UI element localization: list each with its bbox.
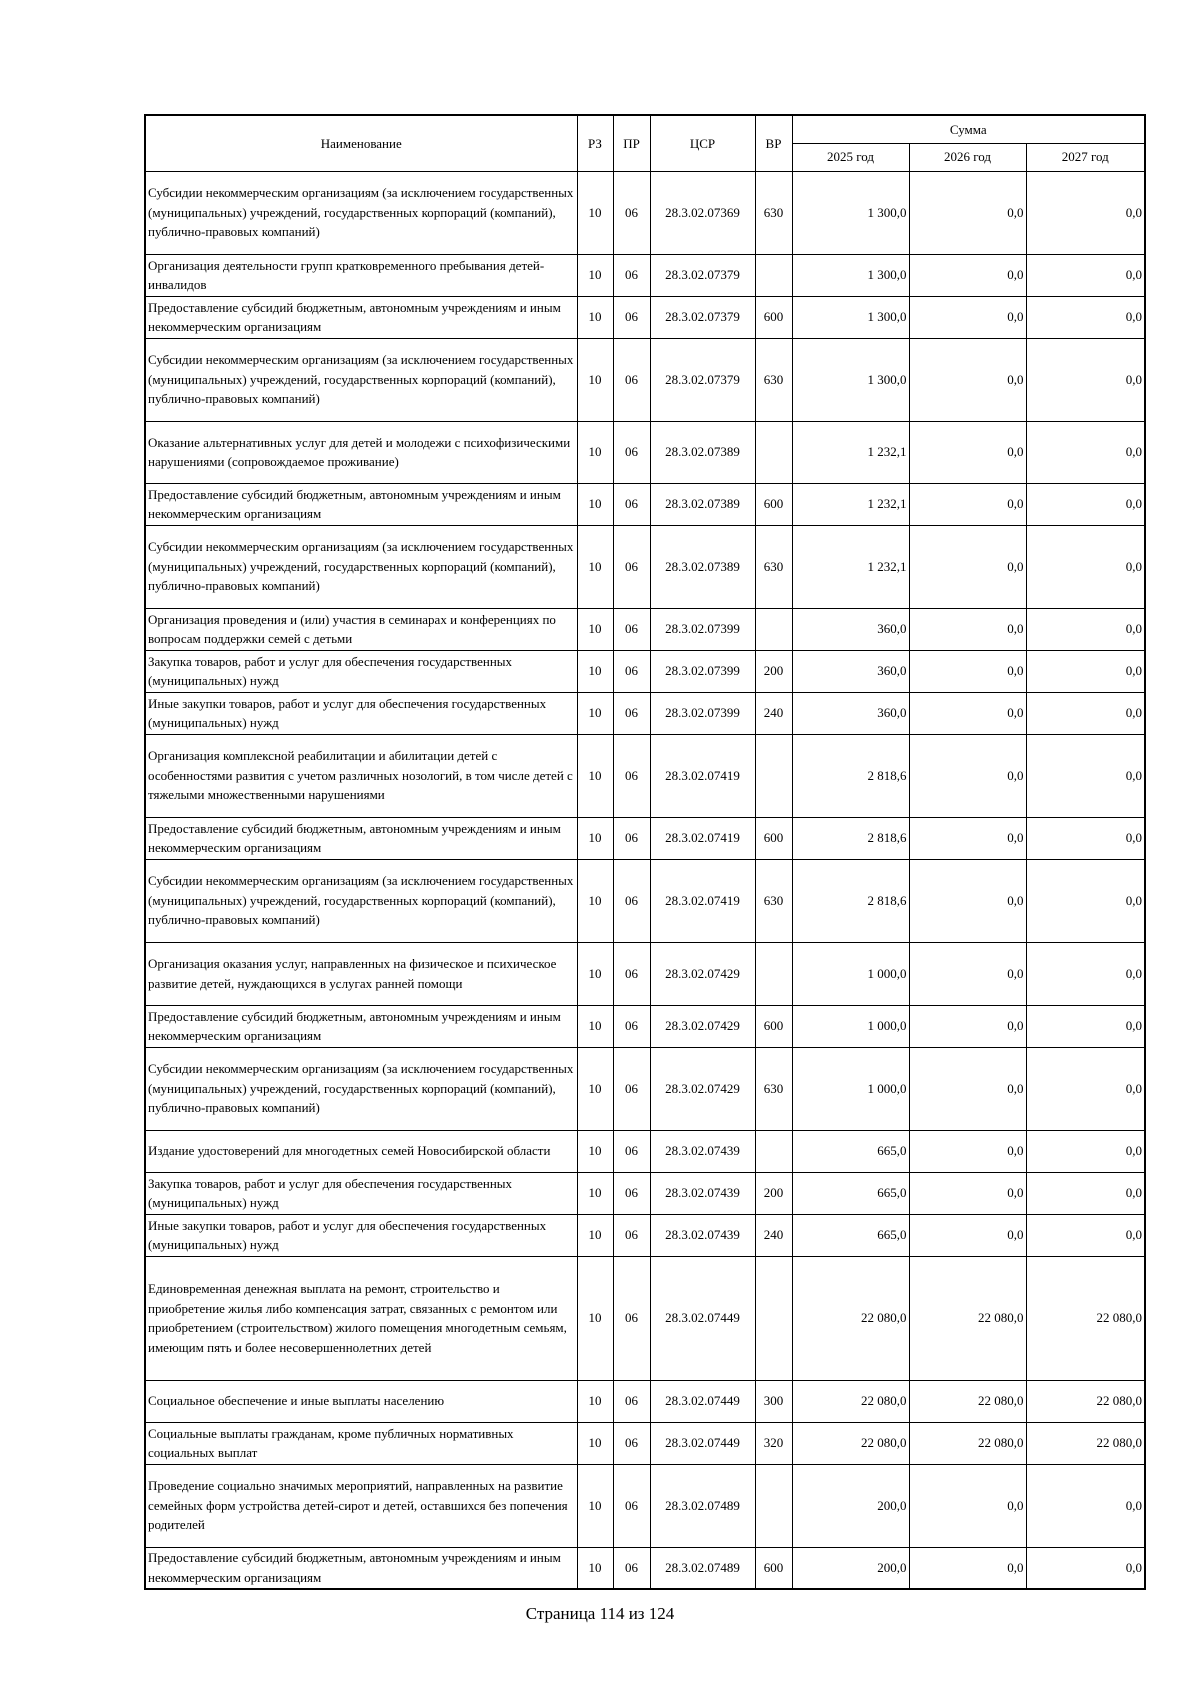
table-row <box>145 1256 1145 1380</box>
cell-pr: 06 <box>613 734 650 817</box>
cell-name: Закупка товаров, работ и услуг для обеспечения государственных (муниципальных) нужд <box>145 1172 577 1214</box>
cell-vr: 200 <box>755 1172 792 1214</box>
table-row <box>145 338 1145 421</box>
cell-2027: 0,0 <box>1026 421 1145 483</box>
cell-2027: 0,0 <box>1026 734 1145 817</box>
cell-vr: 600 <box>755 1005 792 1047</box>
cell-rz: 10 <box>577 1130 613 1172</box>
cell-name: Предоставление субсидий бюджетным, автономным учреждениям и иным некоммерческим организациям <box>145 483 577 525</box>
cell-csr: 28.3.02.07399 <box>650 608 755 650</box>
cell-2025: 2 818,6 <box>792 859 909 942</box>
cell-vr: 600 <box>755 1547 792 1589</box>
table-row <box>145 942 1145 1005</box>
cell-pr: 06 <box>613 296 650 338</box>
cell-2025: 200,0 <box>792 1464 909 1547</box>
cell-2027: 0,0 <box>1026 817 1145 859</box>
header-year-2025: 2025 год <box>792 143 909 171</box>
cell-2025: 1 300,0 <box>792 254 909 296</box>
cell-2027: 0,0 <box>1026 254 1145 296</box>
cell-vr <box>755 421 792 483</box>
cell-2027: 0,0 <box>1026 1130 1145 1172</box>
cell-name: Субсидии некоммерческим организациям (за исключением государственных (муниципальных) учреждений, государственных корпораций (компаний), публично-правовых компаний) <box>145 171 577 254</box>
cell-name: Организация оказания услуг, направленных на физическое и психическое развитие детей, нуждающихся в услугах ранней помощи <box>145 942 577 1005</box>
cell-csr: 28.3.02.07389 <box>650 525 755 608</box>
cell-2026: 0,0 <box>909 525 1026 608</box>
cell-2027: 0,0 <box>1026 525 1145 608</box>
cell-2027: 0,0 <box>1026 859 1145 942</box>
cell-2026: 0,0 <box>909 1172 1026 1214</box>
cell-2025: 665,0 <box>792 1214 909 1256</box>
table-row <box>145 1380 1145 1422</box>
cell-csr: 28.3.02.07389 <box>650 421 755 483</box>
table-row <box>145 296 1145 338</box>
cell-vr: 200 <box>755 650 792 692</box>
cell-2025: 22 080,0 <box>792 1380 909 1422</box>
table-row <box>145 1547 1145 1589</box>
cell-vr: 240 <box>755 1214 792 1256</box>
cell-csr: 28.3.02.07429 <box>650 1005 755 1047</box>
cell-2026: 0,0 <box>909 1130 1026 1172</box>
cell-csr: 28.3.02.07399 <box>650 650 755 692</box>
cell-rz: 10 <box>577 421 613 483</box>
cell-name: Организация комплексной реабилитации и абилитации детей с особенностями развития с учетом различных нозологий, в том числе детей с тяжелыми множественными нарушениями <box>145 734 577 817</box>
cell-vr: 630 <box>755 525 792 608</box>
cell-2025: 360,0 <box>792 692 909 734</box>
cell-vr <box>755 1130 792 1172</box>
cell-csr: 28.3.02.07489 <box>650 1547 755 1589</box>
cell-csr: 28.3.02.07379 <box>650 254 755 296</box>
cell-2027: 0,0 <box>1026 692 1145 734</box>
cell-name: Социальное обеспечение и иные выплаты населению <box>145 1380 577 1422</box>
cell-2027: 22 080,0 <box>1026 1380 1145 1422</box>
cell-csr: 28.3.02.07419 <box>650 859 755 942</box>
cell-pr: 06 <box>613 1130 650 1172</box>
table-row <box>145 525 1145 608</box>
cell-2026: 0,0 <box>909 171 1026 254</box>
table-row <box>145 1214 1145 1256</box>
cell-2027: 0,0 <box>1026 1547 1145 1589</box>
cell-rz: 10 <box>577 254 613 296</box>
cell-csr: 28.3.02.07429 <box>650 942 755 1005</box>
page-number: Страница 114 из 124 <box>525 1604 675 1623</box>
table-body <box>145 171 1145 1589</box>
cell-2025: 2 818,6 <box>792 817 909 859</box>
cell-name: Проведение социально значимых мероприятий, направленных на развитие семейных форм устройства детей-сирот и детей, оставшихся без попечения родителей <box>145 1464 577 1547</box>
cell-rz: 10 <box>577 1256 613 1380</box>
cell-rz: 10 <box>577 171 613 254</box>
cell-2027: 0,0 <box>1026 1172 1145 1214</box>
cell-2025: 1 000,0 <box>792 942 909 1005</box>
cell-rz: 10 <box>577 338 613 421</box>
cell-csr: 28.3.02.07449 <box>650 1422 755 1464</box>
cell-vr <box>755 734 792 817</box>
cell-rz: 10 <box>577 817 613 859</box>
cell-2027: 0,0 <box>1026 1047 1145 1130</box>
table-row <box>145 171 1145 254</box>
cell-vr <box>755 942 792 1005</box>
cell-2025: 2 818,6 <box>792 734 909 817</box>
cell-pr: 06 <box>613 171 650 254</box>
table-row <box>145 483 1145 525</box>
cell-2027: 0,0 <box>1026 338 1145 421</box>
cell-rz: 10 <box>577 608 613 650</box>
cell-2026: 22 080,0 <box>909 1422 1026 1464</box>
cell-csr: 28.3.02.07449 <box>650 1380 755 1422</box>
cell-csr: 28.3.02.07389 <box>650 483 755 525</box>
cell-2027: 22 080,0 <box>1026 1422 1145 1464</box>
cell-csr: 28.3.02.07419 <box>650 734 755 817</box>
cell-2026: 0,0 <box>909 1005 1026 1047</box>
cell-rz: 10 <box>577 525 613 608</box>
cell-2025: 1 300,0 <box>792 296 909 338</box>
table-row <box>145 608 1145 650</box>
cell-pr: 06 <box>613 1547 650 1589</box>
cell-2027: 22 080,0 <box>1026 1256 1145 1380</box>
cell-rz: 10 <box>577 859 613 942</box>
budget-table <box>144 114 1146 1590</box>
cell-name: Предоставление субсидий бюджетным, автономным учреждениям и иным некоммерческим организациям <box>145 817 577 859</box>
cell-rz: 10 <box>577 1005 613 1047</box>
cell-pr: 06 <box>613 254 650 296</box>
cell-2025: 1 300,0 <box>792 171 909 254</box>
cell-2026: 0,0 <box>909 1547 1026 1589</box>
cell-2027: 0,0 <box>1026 296 1145 338</box>
cell-rz: 10 <box>577 1047 613 1130</box>
cell-name: Закупка товаров, работ и услуг для обеспечения государственных (муниципальных) нужд <box>145 650 577 692</box>
cell-name: Предоставление субсидий бюджетным, автономным учреждениям и иным некоммерческим организациям <box>145 1547 577 1589</box>
cell-csr: 28.3.02.07419 <box>650 817 755 859</box>
cell-name: Предоставление субсидий бюджетным, автономным учреждениям и иным некоммерческим организациям <box>145 296 577 338</box>
cell-rz: 10 <box>577 1547 613 1589</box>
cell-2026: 0,0 <box>909 1464 1026 1547</box>
cell-2026: 0,0 <box>909 254 1026 296</box>
table-row <box>145 1464 1145 1547</box>
cell-2026: 0,0 <box>909 483 1026 525</box>
header-year-2027: 2027 год <box>1026 143 1145 171</box>
cell-pr: 06 <box>613 817 650 859</box>
table-row <box>145 734 1145 817</box>
cell-pr: 06 <box>613 1422 650 1464</box>
cell-2026: 0,0 <box>909 338 1026 421</box>
cell-rz: 10 <box>577 1214 613 1256</box>
table-row <box>145 650 1145 692</box>
table-row <box>145 1422 1145 1464</box>
cell-pr: 06 <box>613 859 650 942</box>
cell-name: Организация проведения и (или) участия в семинарах и конференциях по вопросам поддержки семей с детьми <box>145 608 577 650</box>
cell-name: Субсидии некоммерческим организациям (за исключением государственных (муниципальных) учреждений, государственных корпораций (компаний), публично-правовых компаний) <box>145 338 577 421</box>
cell-vr <box>755 608 792 650</box>
cell-2026: 0,0 <box>909 650 1026 692</box>
cell-pr: 06 <box>613 1464 650 1547</box>
cell-rz: 10 <box>577 734 613 817</box>
cell-vr <box>755 254 792 296</box>
cell-name: Субсидии некоммерческим организациям (за исключением государственных (муниципальных) учреждений, государственных корпораций (компаний), публично-правовых компаний) <box>145 1047 577 1130</box>
cell-2027: 0,0 <box>1026 1214 1145 1256</box>
header-rz: РЗ <box>577 115 613 171</box>
cell-vr <box>755 1464 792 1547</box>
cell-name: Социальные выплаты гражданам, кроме публичных нормативных социальных выплат <box>145 1422 577 1464</box>
cell-pr: 06 <box>613 525 650 608</box>
cell-vr: 630 <box>755 859 792 942</box>
cell-2026: 0,0 <box>909 859 1026 942</box>
cell-2025: 200,0 <box>792 1547 909 1589</box>
cell-rz: 10 <box>577 1172 613 1214</box>
header-year-2026: 2026 год <box>909 143 1026 171</box>
cell-name: Иные закупки товаров, работ и услуг для обеспечения государственных (муниципальных) нужд <box>145 1214 577 1256</box>
cell-name: Оказание альтернативных услуг для детей и молодежи с психофизическими нарушениями (сопровождаемое проживание) <box>145 421 577 483</box>
cell-2026: 0,0 <box>909 692 1026 734</box>
header-vr: ВР <box>755 115 792 171</box>
cell-2026: 0,0 <box>909 942 1026 1005</box>
cell-2026: 0,0 <box>909 734 1026 817</box>
header-pr: ПР <box>613 115 650 171</box>
cell-rz: 10 <box>577 650 613 692</box>
cell-2025: 22 080,0 <box>792 1422 909 1464</box>
cell-2026: 0,0 <box>909 421 1026 483</box>
table-row <box>145 1005 1145 1047</box>
cell-csr: 28.3.02.07439 <box>650 1214 755 1256</box>
cell-vr: 240 <box>755 692 792 734</box>
cell-name: Организация деятельности групп кратковременного пребывания детей-инвалидов <box>145 254 577 296</box>
cell-vr: 630 <box>755 338 792 421</box>
cell-2025: 1 232,1 <box>792 525 909 608</box>
cell-pr: 06 <box>613 1380 650 1422</box>
cell-2027: 0,0 <box>1026 483 1145 525</box>
cell-pr: 06 <box>613 421 650 483</box>
cell-pr: 06 <box>613 1047 650 1130</box>
header-name: Наименование <box>145 115 577 171</box>
cell-2025: 1 000,0 <box>792 1005 909 1047</box>
cell-csr: 28.3.02.07399 <box>650 692 755 734</box>
cell-2025: 665,0 <box>792 1130 909 1172</box>
cell-rz: 10 <box>577 483 613 525</box>
table-row <box>145 859 1145 942</box>
table-row <box>145 1130 1145 1172</box>
cell-rz: 10 <box>577 1464 613 1547</box>
cell-csr: 28.3.02.07379 <box>650 338 755 421</box>
cell-name: Единовременная денежная выплата на ремонт, строительство и приобретение жилья либо компенсация затрат, связанных с ремонтом или приобретением (строительством) жилого помещения многодетным семьям, имеющим пять и более несовершеннолетних детей <box>145 1256 577 1380</box>
cell-2026: 0,0 <box>909 817 1026 859</box>
cell-pr: 06 <box>613 338 650 421</box>
cell-csr: 28.3.02.07449 <box>650 1256 755 1380</box>
cell-csr: 28.3.02.07429 <box>650 1047 755 1130</box>
cell-2025: 1 232,1 <box>792 421 909 483</box>
cell-vr: 600 <box>755 483 792 525</box>
header-sum: Сумма <box>792 115 1145 143</box>
cell-vr: 630 <box>755 1047 792 1130</box>
cell-2026: 22 080,0 <box>909 1256 1026 1380</box>
cell-2025: 1 000,0 <box>792 1047 909 1130</box>
cell-2027: 0,0 <box>1026 1464 1145 1547</box>
header-csr: ЦСР <box>650 115 755 171</box>
cell-rz: 10 <box>577 1380 613 1422</box>
cell-rz: 10 <box>577 692 613 734</box>
cell-2026: 0,0 <box>909 1214 1026 1256</box>
table-row <box>145 1047 1145 1130</box>
cell-2027: 0,0 <box>1026 171 1145 254</box>
cell-name: Предоставление субсидий бюджетным, автономным учреждениям и иным некоммерческим организациям <box>145 1005 577 1047</box>
cell-name: Иные закупки товаров, работ и услуг для обеспечения государственных (муниципальных) нужд <box>145 692 577 734</box>
table-row <box>145 817 1145 859</box>
cell-vr: 600 <box>755 817 792 859</box>
cell-2026: 0,0 <box>909 608 1026 650</box>
cell-rz: 10 <box>577 942 613 1005</box>
cell-pr: 06 <box>613 1005 650 1047</box>
cell-rz: 10 <box>577 296 613 338</box>
cell-pr: 06 <box>613 1256 650 1380</box>
cell-2027: 0,0 <box>1026 608 1145 650</box>
cell-csr: 28.3.02.07369 <box>650 171 755 254</box>
cell-rz: 10 <box>577 1422 613 1464</box>
cell-csr: 28.3.02.07439 <box>650 1130 755 1172</box>
cell-2025: 1 232,1 <box>792 483 909 525</box>
cell-2025: 360,0 <box>792 608 909 650</box>
cell-2025: 360,0 <box>792 650 909 692</box>
table-row <box>145 421 1145 483</box>
cell-csr: 28.3.02.07439 <box>650 1172 755 1214</box>
cell-2027: 0,0 <box>1026 942 1145 1005</box>
cell-pr: 06 <box>613 1172 650 1214</box>
cell-vr: 300 <box>755 1380 792 1422</box>
cell-name: Субсидии некоммерческим организациям (за исключением государственных (муниципальных) учреждений, государственных корпораций (компаний), публично-правовых компаний) <box>145 525 577 608</box>
cell-2025: 1 300,0 <box>792 338 909 421</box>
table-row <box>145 1172 1145 1214</box>
cell-pr: 06 <box>613 692 650 734</box>
cell-name: Издание удостоверений для многодетных семей Новосибирской области <box>145 1130 577 1172</box>
cell-csr: 28.3.02.07489 <box>650 1464 755 1547</box>
cell-2026: 22 080,0 <box>909 1380 1026 1422</box>
cell-2025: 22 080,0 <box>792 1256 909 1380</box>
cell-2027: 0,0 <box>1026 1005 1145 1047</box>
cell-2025: 665,0 <box>792 1172 909 1214</box>
cell-csr: 28.3.02.07379 <box>650 296 755 338</box>
cell-2027: 0,0 <box>1026 650 1145 692</box>
cell-vr: 600 <box>755 296 792 338</box>
cell-pr: 06 <box>613 1214 650 1256</box>
cell-2026: 0,0 <box>909 296 1026 338</box>
cell-vr <box>755 1256 792 1380</box>
cell-2026: 0,0 <box>909 1047 1026 1130</box>
cell-pr: 06 <box>613 483 650 525</box>
cell-vr: 320 <box>755 1422 792 1464</box>
cell-pr: 06 <box>613 608 650 650</box>
cell-name: Субсидии некоммерческим организациям (за исключением государственных (муниципальных) учреждений, государственных корпораций (компаний), публично-правовых компаний) <box>145 859 577 942</box>
cell-vr: 630 <box>755 171 792 254</box>
table-row <box>145 692 1145 734</box>
cell-pr: 06 <box>613 650 650 692</box>
table-row <box>145 254 1145 296</box>
cell-pr: 06 <box>613 942 650 1005</box>
